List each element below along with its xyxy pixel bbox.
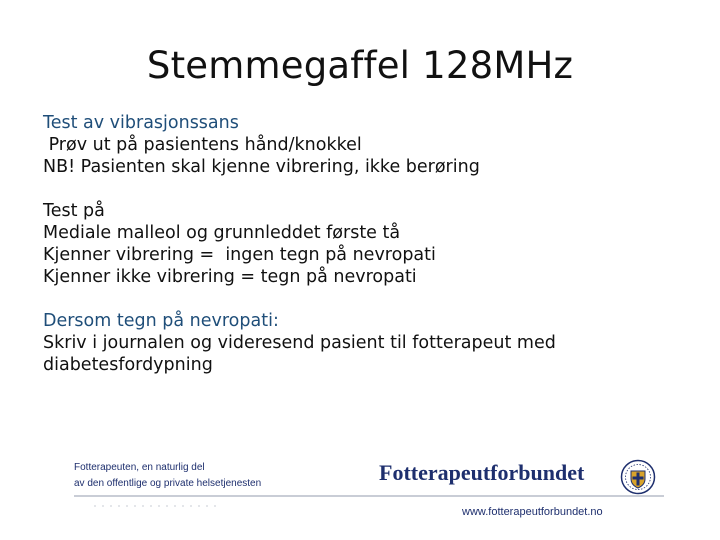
spacer xyxy=(43,288,683,310)
footer-divider xyxy=(74,495,664,497)
tagline-line: Fotterapeuten, en naturlig del xyxy=(74,462,205,473)
body-line: Prøv ut på pasientens hånd/knokkel xyxy=(43,135,362,155)
spacer xyxy=(43,178,683,200)
section-heading-neuropathy: Dersom tegn på nevropati: xyxy=(43,311,279,331)
footer-banner xyxy=(74,456,664,526)
body-line: NB! Pasienten skal kjenne vibrering, ikke berøring xyxy=(43,157,480,177)
section-heading-test-location: Test på xyxy=(43,201,105,221)
body-line: Kjenner ikke vibrering = tegn på nevropati xyxy=(43,267,417,287)
slide-title: Stemmegaffel 128MHz xyxy=(146,44,574,87)
brand-name: Fotterapeutforbundet xyxy=(379,460,585,485)
body-line: Skriv i journalen og videresend pasient til fotterapeut med xyxy=(43,333,556,353)
section-heading-vibration-test: Test av vibrasjonssans xyxy=(43,113,239,133)
emblem-icon xyxy=(620,459,656,495)
body-line: Mediale malleol og grunnleddet første tå xyxy=(43,223,401,243)
slide-body xyxy=(43,112,683,376)
website-link[interactable]: www.fotterapeutforbundet.no xyxy=(462,506,603,518)
body-line: Kjenner vibrering = ingen tegn på nevropati xyxy=(43,245,436,265)
tagline-line: av den offentlige og private helsetjenesten xyxy=(74,478,262,489)
footer-dotted-line xyxy=(74,504,224,508)
footer-tagline xyxy=(74,460,261,492)
body-line: diabetesfordypning xyxy=(43,355,213,375)
